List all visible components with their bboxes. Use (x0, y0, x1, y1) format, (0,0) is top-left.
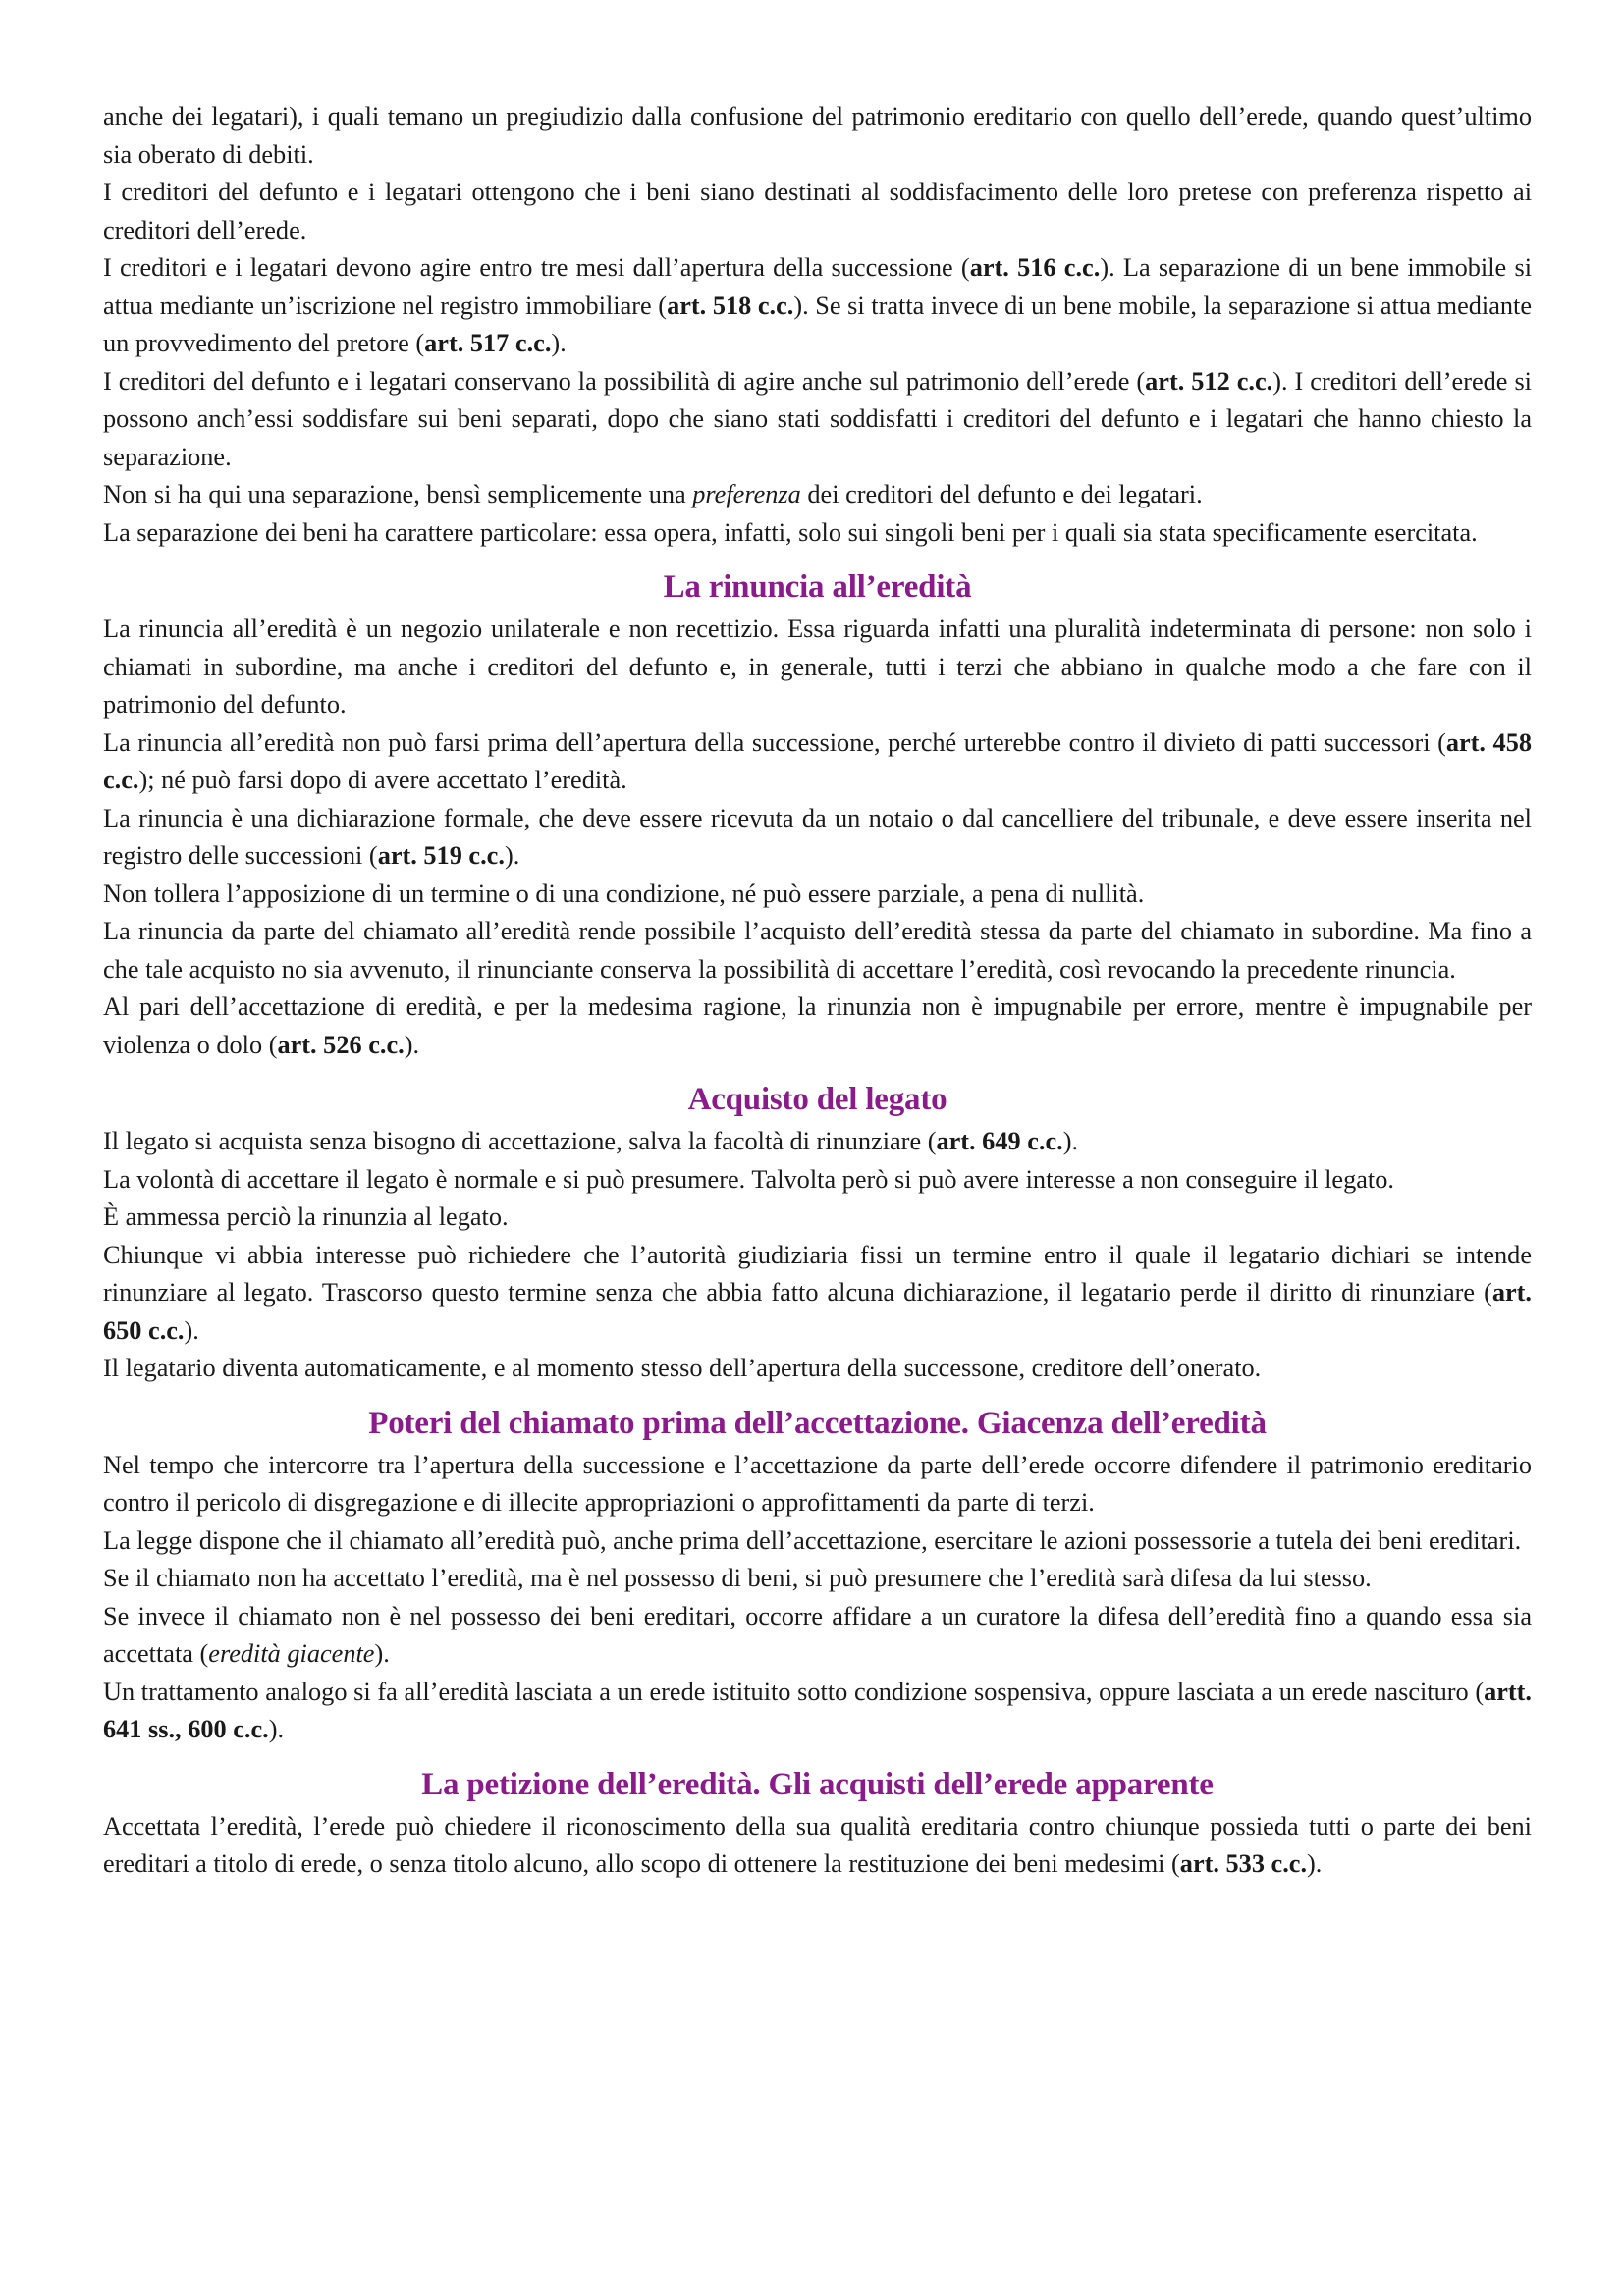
article-reference: art. 518 c.c. (667, 291, 794, 320)
section-heading: Acquisto del legato (687, 1082, 947, 1117)
paragraph: Nel tempo che intercorre tra l’apertura della successione e l’accettazione da parte dell’erede occorre difendere il patrimonio ereditario contro il pericolo di disgregazione e di illecite appropriazioni o approfittamenti da parte di terzi. (103, 1450, 1532, 1517)
article-reference: art. 533 c.c. (1179, 1849, 1308, 1878)
article-reference: art. 517 c.c. (424, 329, 552, 357)
article-reference: art. 458 c.c. (103, 727, 1533, 794)
article-reference: art. 526 c.c. (277, 1030, 405, 1059)
paragraph: La volontà di accettare il legato è normale e si può presumere. Talvolta però si può avere interesse a non conseguire il legato. (103, 1164, 1394, 1194)
paragraph: Non tollera l’apposizione di un termine o di una condizione, né può essere parziale, a pena di nullità. (103, 879, 1145, 908)
paragraph: Un trattamento analogo si fa all’eredità lasciata a un erede istituito sotto condizione sospensiva, oppure lasciata a un erede nascituro (artt. 641 ss., 600 c.c.). (103, 1677, 1532, 1743)
document-page (103, 98, 1532, 1884)
article-reference: art. 519 c.c. (377, 841, 505, 870)
emphasis: eredità giacente (208, 1639, 375, 1668)
paragraph: La rinuncia è una dichiarazione formale, che deve essere ricevuta da un notaio o dal cancelliere del tribunale, e deve essere inserita nel registro delle successioni (art. 519 c.c.). (103, 803, 1532, 870)
paragraph: La rinuncia all’eredità non può farsi prima dell’apertura della successione, perché urterebbe contro il divieto di patti successori (art. 458 c.c.); né può farsi dopo di avere accettato l’eredità. (103, 727, 1533, 794)
paragraph: Se invece il chiamato non è nel possesso dei beni ereditari, occorre affidare a un curatore la difesa dell’eredità fino a quando essa sia accettata (eredità giacente). (103, 1601, 1532, 1668)
paragraph: Accettata l’eredità, l’erede può chiedere il riconoscimento della sua qualità ereditaria contro chiunque possieda tutti o parte dei beni ereditari a titolo di erede, o senza titolo alcuno, allo scopo di ottenere la restituzione dei beni medesimi (art. 533 c.c.). (103, 1811, 1532, 1878)
paragraph: anche dei legatari), i quali temano un pregiudizio dalla confusione del patrimonio ereditario con quello dell’erede, quando quest’ultimo sia oberato di debiti. (103, 102, 1532, 169)
section-heading: La rinuncia all’eredità (663, 569, 972, 605)
article-reference: artt. 641 ss., 600 c.c. (103, 1677, 1532, 1743)
paragraph: È ammessa perciò la rinunzia al legato. (103, 1202, 509, 1231)
article-reference: art. 516 c.c. (969, 253, 1101, 282)
section-heading: La petizione dell’eredità. Gli acquisti dell’erede apparente (421, 1766, 1214, 1802)
article-reference: art. 650 c.c. (103, 1278, 1532, 1345)
paragraph: I creditori del defunto e i legatari ottengono che i beni siano destinati al soddisfacimento delle loro pretese con preferenza rispetto ai creditori dell’erede. (103, 178, 1532, 244)
emphasis: preferenza (692, 480, 801, 508)
paragraph: Il legato si acquista senza bisogno di accettazione, salva la facoltà di rinunziare (art. 649 c.c.). (103, 1127, 1079, 1155)
article-reference: art. 649 c.c. (936, 1127, 1063, 1155)
article-reference: art. 512 c.c. (1145, 366, 1273, 396)
paragraph: Chiunque vi abbia interesse può richiedere che l’autorità giudiziaria fissi un termine entro il quale il legatario dichiari se intende rinunziare al legato. Trascorso questo termine senza che abbia fatto alcuna dichiarazione, il legatario perde il diritto di rinunziare (art. 650 c.c.). (103, 1240, 1532, 1345)
paragraph: I creditori del defunto e i legatari conservano la possibilità di agire anche sul patrimonio dell’erede (art. 512 c.c.). I creditori dell’erede si possono anch’essi soddisfare sui beni separati, dopo che siano stati soddisfatti i creditori del defunto e i legatari che hanno chiesto la separazione. (103, 366, 1532, 471)
paragraph: Non si ha qui una separazione, bensì semplicemente una preferenza dei creditori del defunto e dei legatari. (103, 480, 1203, 508)
paragraph: Al pari dell’accettazione di eredità, e per la medesima ragione, la rinunzia non è impugnabile per errore, mentre è impugnabile per violenza o dolo (art. 526 c.c.). (103, 992, 1532, 1059)
section-heading: Poteri del chiamato prima dell’accettazione. Giacenza dell’eredità (368, 1405, 1267, 1441)
paragraph: La rinuncia all’eredità è un negozio unilaterale e non recettizio. Essa riguarda infatti una pluralità indeterminata di persone: non solo i chiamati in subordine, ma anche i creditori del defunto e, in generale, tutti i terzi che abbiano in qualche modo a che fare con il patrimonio del defunto. (103, 614, 1532, 719)
paragraph: La separazione dei beni ha carattere particolare: essa opera, infatti, solo sui singoli beni per i quali sia stata specificamente esercitata. (103, 517, 1478, 547)
paragraph: La legge dispone che il chiamato all’eredità può, anche prima dell’accettazione, esercitare le azioni possessorie a tutela dei beni ereditari. (103, 1525, 1522, 1555)
paragraph: I creditori e i legatari devono agire entro tre mesi dall’apertura della successione (art. 516 c.c.). La separazione di un bene immobile si attua mediante un’iscrizione nel registro immobiliare (art. 518 c.c.). Se si tratta invece di un bene mobile, la separazione si attua mediante un provvedimento del pretore (art. 517 c.c.). (103, 253, 1532, 357)
paragraph: Se il chiamato non ha accettato l’eredità, ma è nel possesso di beni, si può presumere che l’eredità sarà difesa da lui stesso. (103, 1564, 1372, 1592)
paragraph: La rinuncia da parte del chiamato all’eredità rende possibile l’acquisto dell’eredità stessa da parte del chiamato in subordine. Ma fino a che tale acquisto no sia avvenuto, il rinunciante conserva la possibilità di accettare l’eredità, così revocando la precedente rinuncia. (103, 917, 1532, 984)
paragraph: Il legatario diventa automaticamente, e al momento stesso dell’apertura della successone, creditore dell’onerato. (103, 1354, 1262, 1382)
